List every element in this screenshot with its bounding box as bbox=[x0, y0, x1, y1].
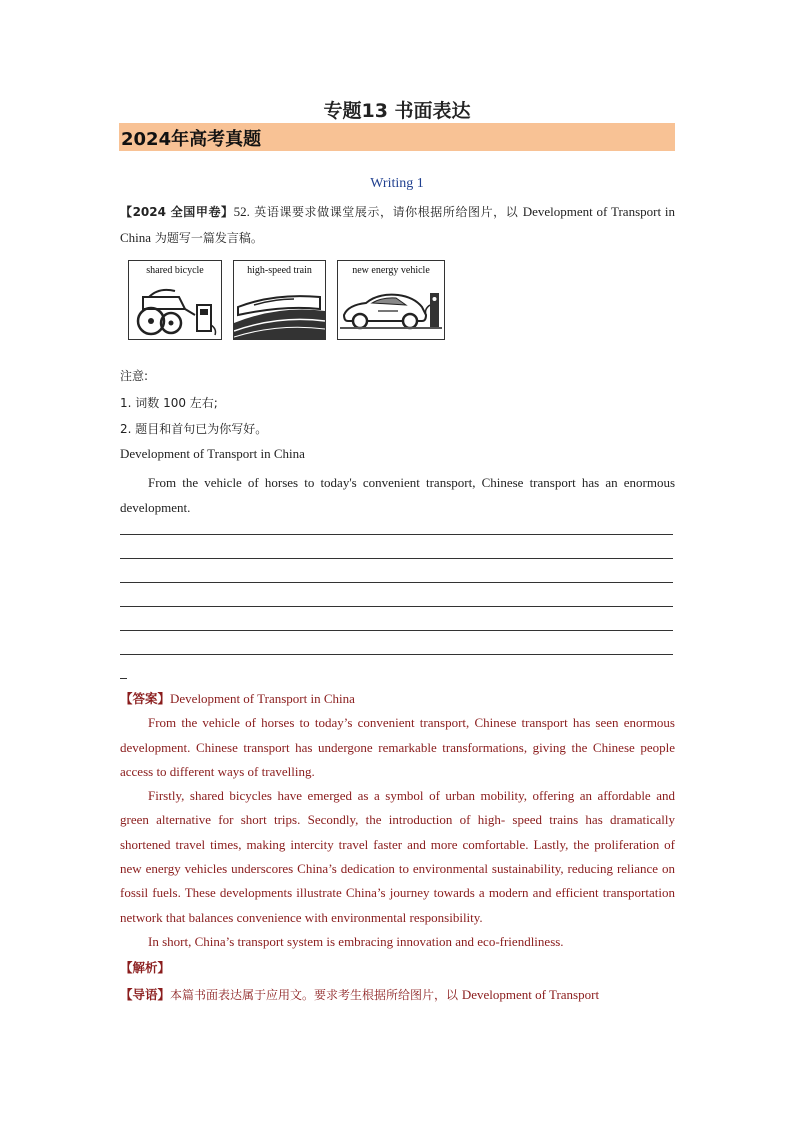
picture-high-speed-train bbox=[233, 260, 326, 340]
answer-line bbox=[120, 654, 673, 655]
notes-item-2: 2. 题目和首句已为你写好。 bbox=[120, 422, 268, 436]
guide-text-cn: 本篇书面表达属于应用文。要求考生根据所给图片，以 bbox=[170, 988, 462, 1002]
answer-label: 【答案】 bbox=[120, 691, 171, 706]
answer-line bbox=[120, 582, 673, 583]
train-icon bbox=[234, 275, 325, 339]
section-heading: 2024年高考真题 bbox=[121, 129, 262, 150]
electric-car-icon bbox=[338, 275, 444, 339]
picture-shared-bicycle bbox=[128, 260, 222, 340]
answer-paragraph-3: In short, China’s transport system is embracing innovation and eco-friendliness. bbox=[148, 933, 564, 949]
answer-line bbox=[120, 606, 673, 607]
notes-item-1: 1. 词数 100 左右; bbox=[120, 396, 218, 410]
answer-block bbox=[120, 687, 675, 954]
picture-caption: high-speed train bbox=[247, 265, 312, 276]
question-number: 52. bbox=[233, 204, 250, 219]
answer-title: Development of Transport in China bbox=[170, 691, 355, 706]
essay-first-sentence: From the vehicle of horses to today's convenient transport, Chinese transport has an enormous development. bbox=[120, 475, 675, 515]
answer-line bbox=[120, 558, 673, 559]
writing-heading: Writing 1 bbox=[370, 176, 424, 191]
picture-caption: new energy vehicle bbox=[352, 265, 430, 276]
carriage-icon bbox=[129, 275, 221, 339]
picture-new-energy-vehicle bbox=[337, 260, 445, 340]
answer-paragraph-1: From the vehicle of horses to today’s convenient transport, Chinese transport has seen enormous development. Chinese transport has undergone remarkable transformations, giving the Chinese people access to different ways of travelling. bbox=[120, 715, 675, 779]
answer-line bbox=[120, 534, 673, 535]
answer-line-stub bbox=[120, 678, 127, 679]
guide-text-en: Development of Transport bbox=[461, 987, 600, 1002]
answer-paragraph-2: Firstly, shared bicycles have emerged as a symbol of urban mobility, offering an affordable and green alternative for short trips. Secondly, the introduction of high- speed trains has dramatically shortened travel times, making intercity travel faster and more comfortable. Lastly, the proliferation of new energy vehicles underscores China’s dedication to environmental sustainability, reducing reliance on fossil fuels. These developments illustrate China’s journey towards a modern and efficient transportation network that balances convenience with environmental responsibility. bbox=[120, 788, 675, 925]
answer-heading bbox=[120, 687, 675, 711]
section-heading-bar bbox=[119, 123, 675, 151]
answer-line bbox=[120, 630, 673, 631]
page-title: 专题13 书面表达 bbox=[323, 100, 471, 122]
prompt-text-cn-1: 英语课要求做课堂展示，请你根据所给图片，以 bbox=[249, 205, 523, 219]
picture-caption: shared bicycle bbox=[146, 265, 204, 276]
guide-text bbox=[120, 985, 675, 1003]
essay-title: Development of Transport in China bbox=[120, 446, 305, 461]
notes-label: 注意: bbox=[120, 369, 149, 383]
guide-label: 【导语】 bbox=[120, 987, 171, 1002]
analysis-label: 【解析】 bbox=[120, 960, 171, 975]
prompt-topic: Development of Transport in China bbox=[120, 204, 675, 245]
question-prompt bbox=[120, 199, 675, 251]
exam-tag: 【2024 全国甲卷】 bbox=[120, 205, 234, 219]
prompt-text-cn-2: 为题写一篇发言稿。 bbox=[151, 231, 263, 245]
